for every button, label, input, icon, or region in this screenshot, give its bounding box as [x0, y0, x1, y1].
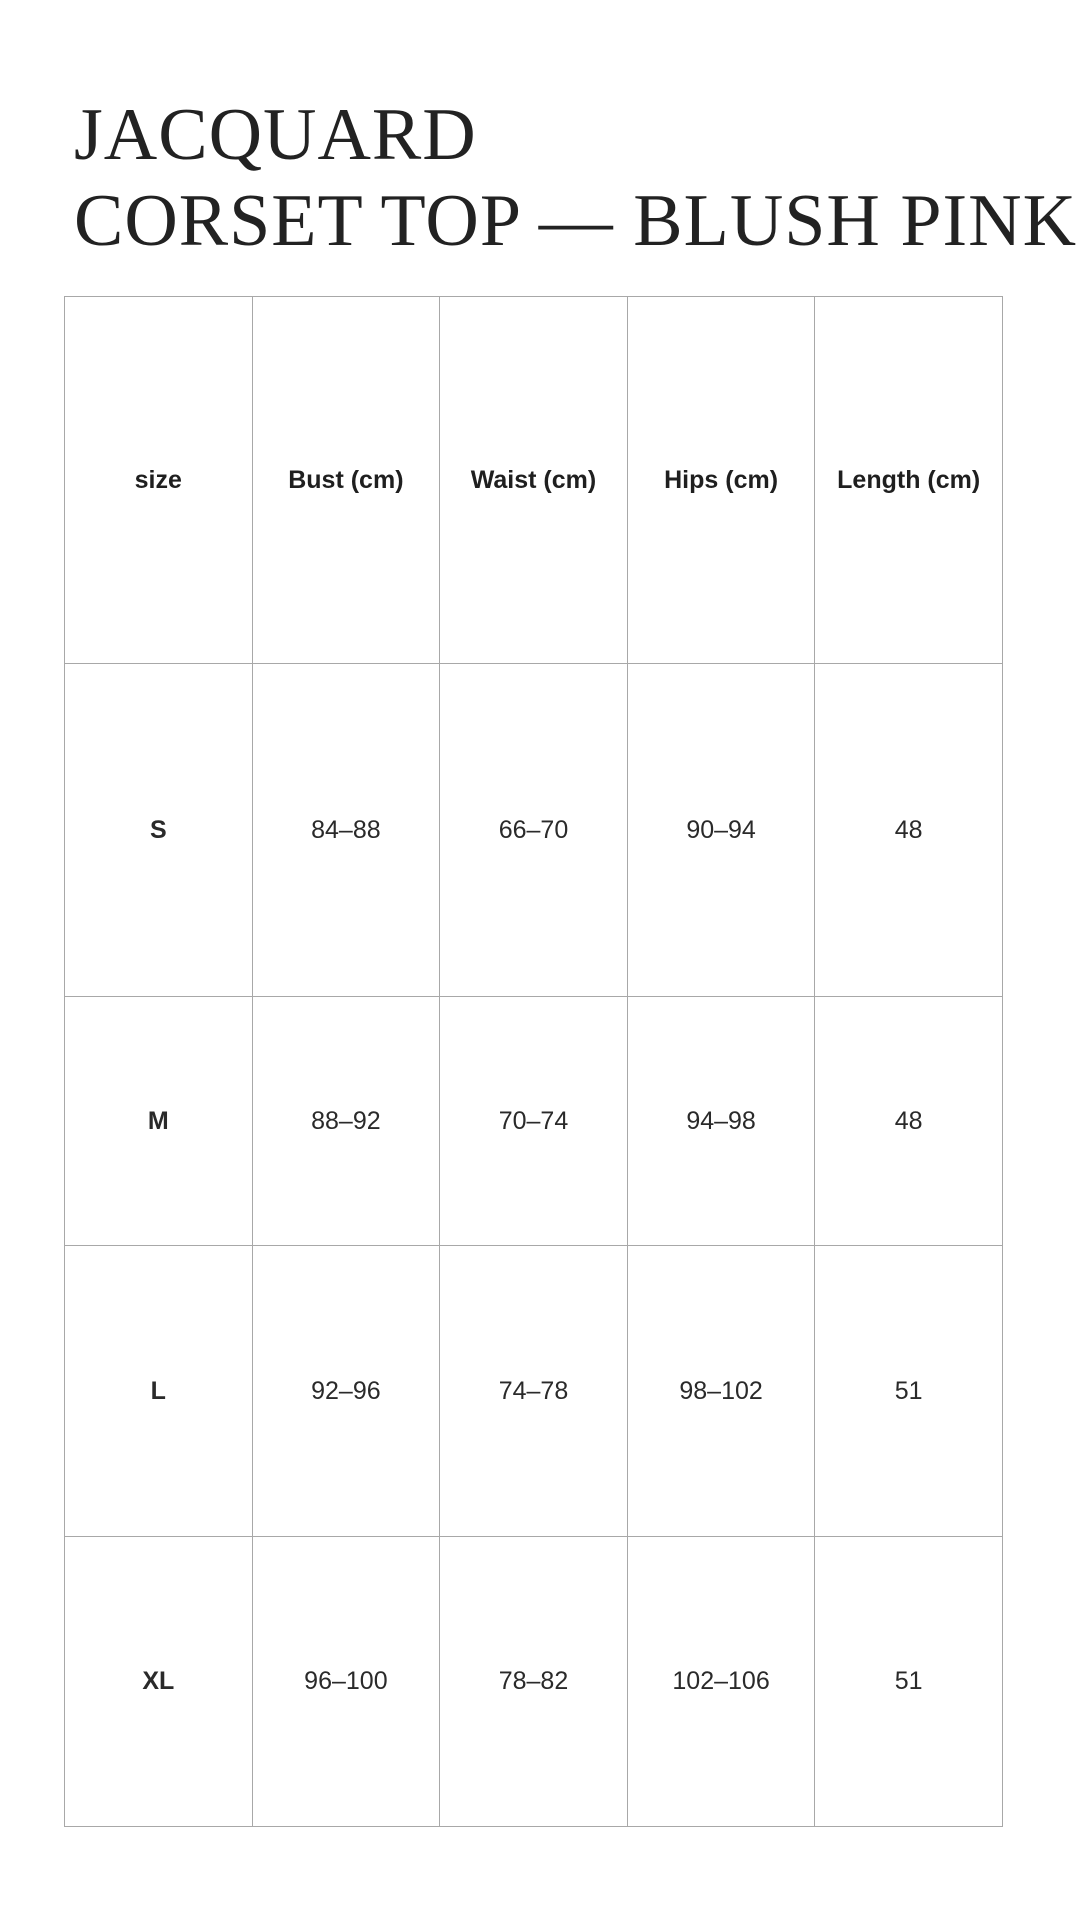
- header-length: Length (cm): [815, 297, 1003, 664]
- size-cell: M: [65, 997, 253, 1246]
- header-hips: Hips (cm): [627, 297, 815, 664]
- header-waist: Waist (cm): [440, 297, 628, 664]
- waist-cell: 78–82: [440, 1537, 628, 1827]
- header-size: size: [65, 297, 253, 664]
- table-row: [65, 1246, 1003, 1537]
- bust-cell: 92–96: [252, 1246, 440, 1537]
- hips-cell: 94–98: [627, 997, 815, 1246]
- hips-cell: 90–94: [627, 664, 815, 997]
- waist-cell: 70–74: [440, 997, 628, 1246]
- table-row: [65, 664, 1003, 997]
- waist-cell: 66–70: [440, 664, 628, 997]
- bust-cell: 84–88: [252, 664, 440, 997]
- table-row: [65, 1537, 1003, 1827]
- hips-cell: 102–106: [627, 1537, 815, 1827]
- waist-cell: 74–78: [440, 1246, 628, 1537]
- page-title: [74, 92, 1077, 264]
- length-cell: 51: [815, 1246, 1003, 1537]
- size-cell: XL: [65, 1537, 253, 1827]
- length-cell: 48: [815, 997, 1003, 1246]
- title-line-2: CORSET TOP — BLUSH PINK: [74, 180, 1078, 262]
- title-line-1: JACQUARD: [74, 94, 477, 176]
- hips-cell: 98–102: [627, 1246, 815, 1537]
- length-cell: 48: [815, 664, 1003, 997]
- table-row: [65, 997, 1003, 1246]
- size-chart-table: [64, 296, 1003, 1827]
- size-cell: S: [65, 664, 253, 997]
- table-header-row: [65, 297, 1003, 664]
- bust-cell: 88–92: [252, 997, 440, 1246]
- bust-cell: 96–100: [252, 1537, 440, 1827]
- header-bust: Bust (cm): [252, 297, 440, 664]
- size-cell: L: [65, 1246, 253, 1537]
- length-cell: 51: [815, 1537, 1003, 1827]
